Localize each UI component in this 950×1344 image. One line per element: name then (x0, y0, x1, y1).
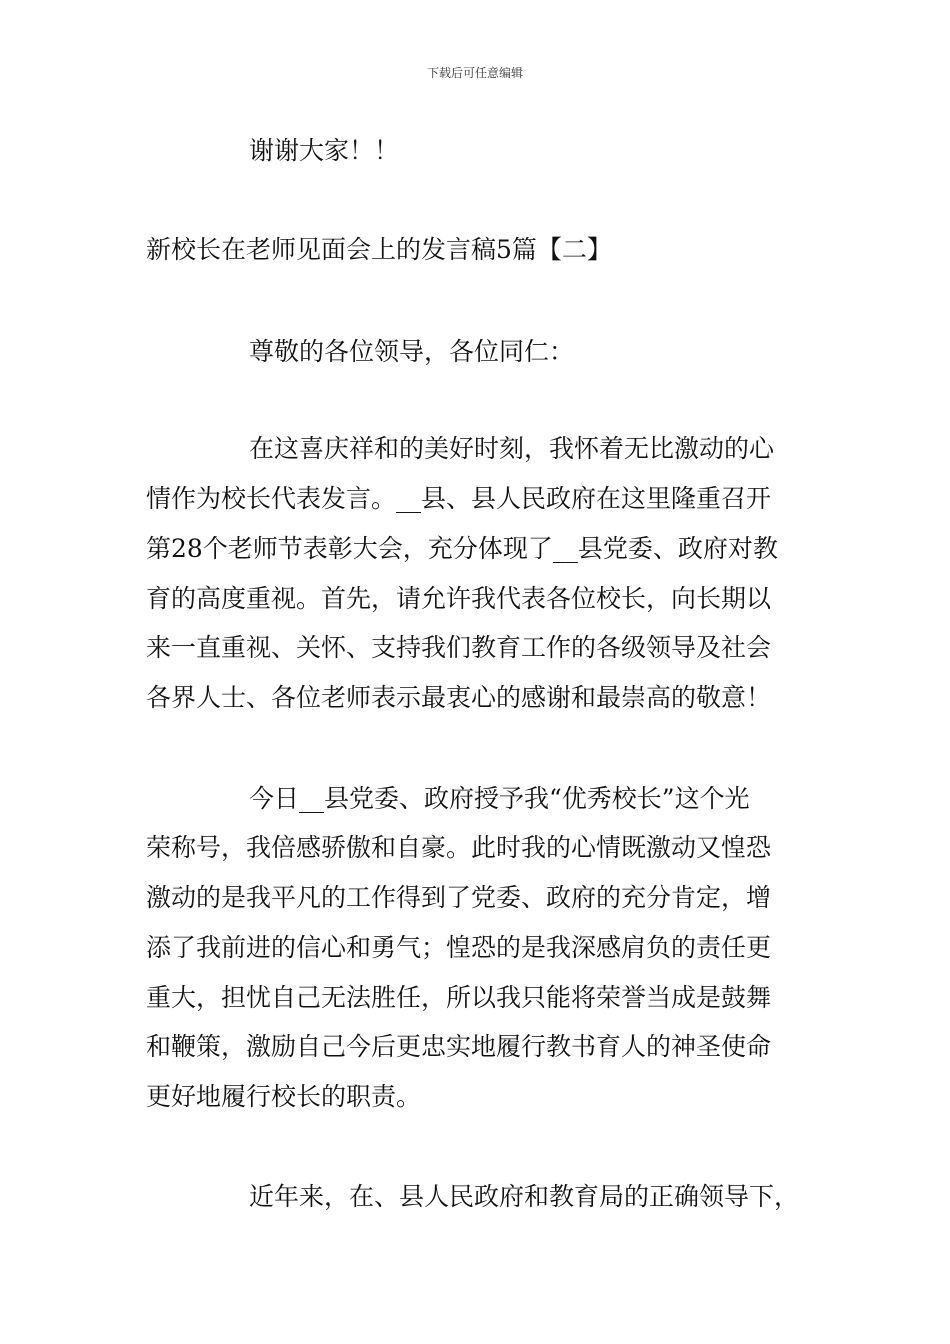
section-title: 新校长在老师见面会上的发言稿5篇【二】 (146, 235, 612, 264)
paragraph-line: 激动的是我平凡的工作得到了党委、政府的充分肯定，增 (146, 883, 772, 912)
paragraph-line: 重大，担忧自己无法胜任，所以我只能将荣誉当成是鼓舞 (146, 983, 772, 1012)
closing-line: 谢谢大家！！ (249, 136, 400, 165)
salutation: 尊敬的各位领导，各位同仁： (249, 337, 575, 366)
paragraph-line: 来一直重视、关怀、支持我们教育工作的各级领导及社会 (146, 633, 772, 662)
paragraph-line: 第28个老师节表彰大会，充分体现了__县党委、政府对教 (146, 534, 778, 563)
paragraph-line: 近年来，在、县人民政府和教育局的正确领导下， (249, 1182, 800, 1211)
paragraph-line: 今日__县党委、政府授予我“优秀校长”这个光 (249, 784, 750, 813)
paragraph-line: 各界人士、各位老师表示最衷心的感谢和最崇高的敬意！ (146, 683, 772, 712)
paragraph-line: 荣称号，我倍感骄傲和自豪。此时我的心情既激动又惶恐 (146, 833, 772, 862)
paragraph-line: 添了我前进的信心和勇气；惶恐的是我深感肩负的责任更 (146, 933, 772, 962)
paragraph-line: 情作为校长代表发言。__县、县人民政府在这里隆重召开 (146, 484, 772, 513)
paragraph-line: 育的高度重视。首先，请允许我代表各位校长，向长期以 (146, 584, 772, 613)
paragraph-line: 在这喜庆祥和的美好时刻，我怀着无比激动的心 (249, 434, 775, 463)
page-header: 下载后可任意编辑 (426, 66, 523, 80)
paragraph-line: 更好地履行校长的职责。 (146, 1082, 422, 1111)
paragraph-line: 和鞭策，激励自己今后更忠实地履行教书育人的神圣使命 (146, 1032, 772, 1061)
